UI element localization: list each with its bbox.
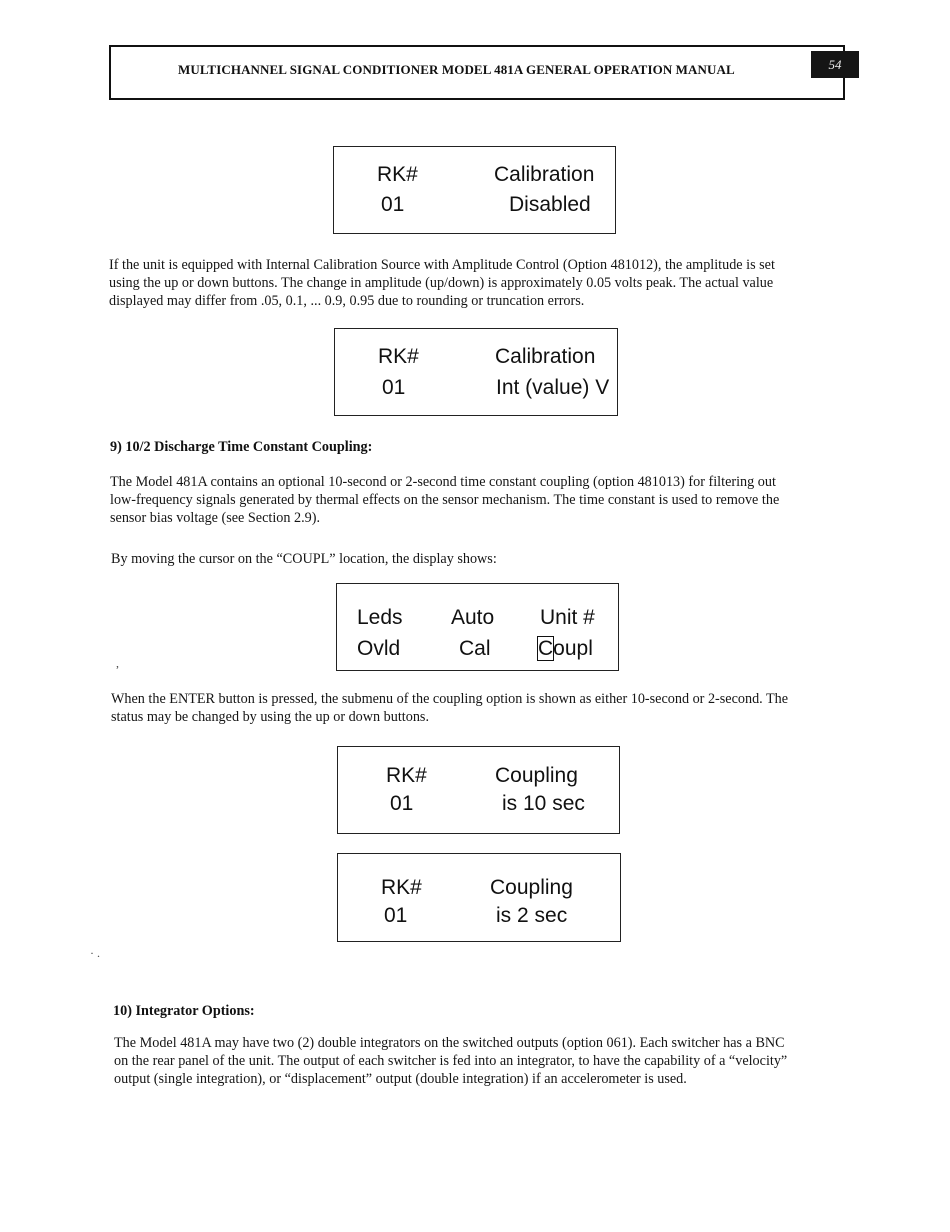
section-heading-discharge-coupling: 9) 10/2 Discharge Time Constant Coupling: (110, 439, 373, 455)
text-line: on the rear panel of the unit. The output of each switcher is fed into an integrator, to have the capability of a “velocity” (114, 1053, 788, 1069)
lcd-menu-unit: Unit # (540, 606, 595, 629)
lcd-rack-label: RK# (381, 876, 422, 899)
lcd-calibration-value: Int (value) V (496, 376, 610, 399)
lcd-coupling-value: is 2 sec (496, 904, 568, 927)
paragraph-enter-submenu (111, 690, 871, 726)
text-line: When the ENTER button is pressed, the submenu of the coupling option is shown as either 10-second or 2-second. The (111, 691, 789, 707)
lcd-rack-number: 01 (384, 904, 408, 927)
lcd-display-coupling-10sec (337, 746, 620, 834)
lcd-display-coupling-2sec (337, 853, 621, 942)
lcd-cursor: C (538, 637, 554, 660)
lcd-rack-number: 01 (390, 792, 414, 815)
lcd-rack-number: 01 (382, 376, 406, 399)
lcd-calibration-label: Calibration (495, 345, 596, 368)
lcd-display-calibration-disabled (333, 146, 616, 234)
paragraph-integrator-body (114, 1034, 874, 1088)
lcd-calibration-status: Disabled (509, 193, 591, 216)
lcd-menu-coupl (538, 637, 593, 661)
lcd-menu-auto: Auto (451, 606, 495, 629)
paragraph-cursor-move: By moving the cursor on the “COUPL” location, the display shows: (111, 551, 497, 567)
lcd-coupling-value: is 10 sec (502, 792, 585, 815)
text-line: The Model 481A may have two (2) double integrators on the switched outputs (option 061). Each switcher has a BNC (114, 1035, 785, 1051)
lcd-rack-number: 01 (381, 193, 405, 216)
text-line: If the unit is equipped with Internal Calibration Source with Amplitude Control (Option 481012), the amplitude is set (109, 257, 775, 273)
lcd-menu-cal: Cal (459, 637, 491, 660)
text-line: using the up or down buttons. The change in amplitude (up/down) is approximately 0.05 volts peak. The actual value (109, 275, 774, 291)
lcd-coupling-label: Coupling (490, 876, 573, 899)
lcd-rack-label: RK# (378, 345, 419, 368)
lcd-calibration-label: Calibration (494, 163, 595, 186)
text-line: low-frequency signals generated by thermal effects on the sensor mechanism. The time constant is used to remove the (110, 492, 780, 508)
lcd-menu-coupl-rest: oupl (553, 637, 593, 660)
lcd-display-calibration-int-value (334, 328, 618, 416)
stray-mark: , (116, 656, 119, 670)
paragraph-discharge-intro (110, 473, 870, 527)
document-title: MULTICHANNEL SIGNAL CONDITIONER MODEL 481A GENERAL OPERATION MANUAL (178, 62, 735, 77)
lcd-menu-leds: Leds (357, 606, 403, 629)
lcd-coupling-label: Coupling (495, 764, 578, 787)
text-line: displayed may differ from .05, 0.1, ... 0.9, 0.95 due to rounding or truncation errors. (109, 293, 585, 309)
page-number-badge: 54 (811, 51, 859, 78)
section-heading-integrator-options: 10) Integrator Options: (113, 1003, 255, 1019)
text-line: output (single integration), or “displacement” output (double integration) if an accelerometer is used. (114, 1071, 687, 1087)
lcd-rack-label: RK# (377, 163, 418, 186)
text-line: The Model 481A contains an optional 10-second or 2-second time constant coupling (option 481013) for filtering out (110, 474, 776, 490)
text-line: sensor bias voltage (see Section 2.9). (110, 510, 320, 526)
stray-mark: · . (90, 946, 100, 960)
lcd-menu-ovld: Ovld (357, 637, 401, 660)
paragraph-calibration-amplitude (109, 256, 869, 310)
lcd-rack-label: RK# (386, 764, 427, 787)
text-line: status may be changed by using the up or down buttons. (111, 709, 429, 725)
